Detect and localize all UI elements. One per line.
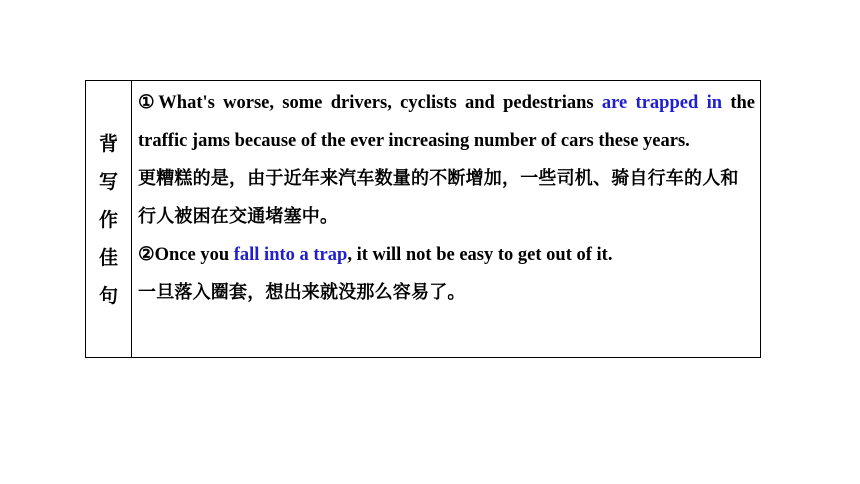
sentence-1-number: ①: [138, 93, 159, 113]
sentence-1-english: [138, 84, 755, 160]
sentence-1-text-pre: What's worse, some drivers, cyclists and pedestrians: [158, 93, 602, 113]
sentence-2-text-post: , it will not be easy to get out of it.: [347, 245, 613, 265]
sentence-2-english: [138, 236, 755, 274]
section-label-char: 句: [98, 285, 118, 307]
section-label-char: 作: [98, 209, 118, 231]
sentence-1-translation: 更糟糕的是，由于近年来汽车数量的不断增加，一些司机、骑自行车的人和行人被困在交通堵塞中。: [138, 168, 739, 227]
sentence-table: [85, 80, 761, 358]
section-label-cell: [86, 81, 132, 357]
section-label-char: 写: [98, 171, 118, 193]
section-label-char: 背: [98, 133, 118, 155]
sentence-2-text-pre: Once you: [154, 245, 234, 265]
sentence-2-number: ②: [138, 245, 155, 265]
sentence-1-highlight-phrase: are trapped in: [601, 93, 723, 113]
sentences-content-cell: [132, 81, 760, 357]
sentence-2-translation: 一旦落入圈套，想出来就没那么容易了。: [138, 282, 466, 303]
section-label-char: 佳: [98, 247, 118, 269]
sentence-1-text-post: the traffic jams because of the ever increasing number of cars these years.: [138, 93, 755, 151]
sentence-2-highlight-phrase: fall into a trap: [233, 245, 348, 265]
